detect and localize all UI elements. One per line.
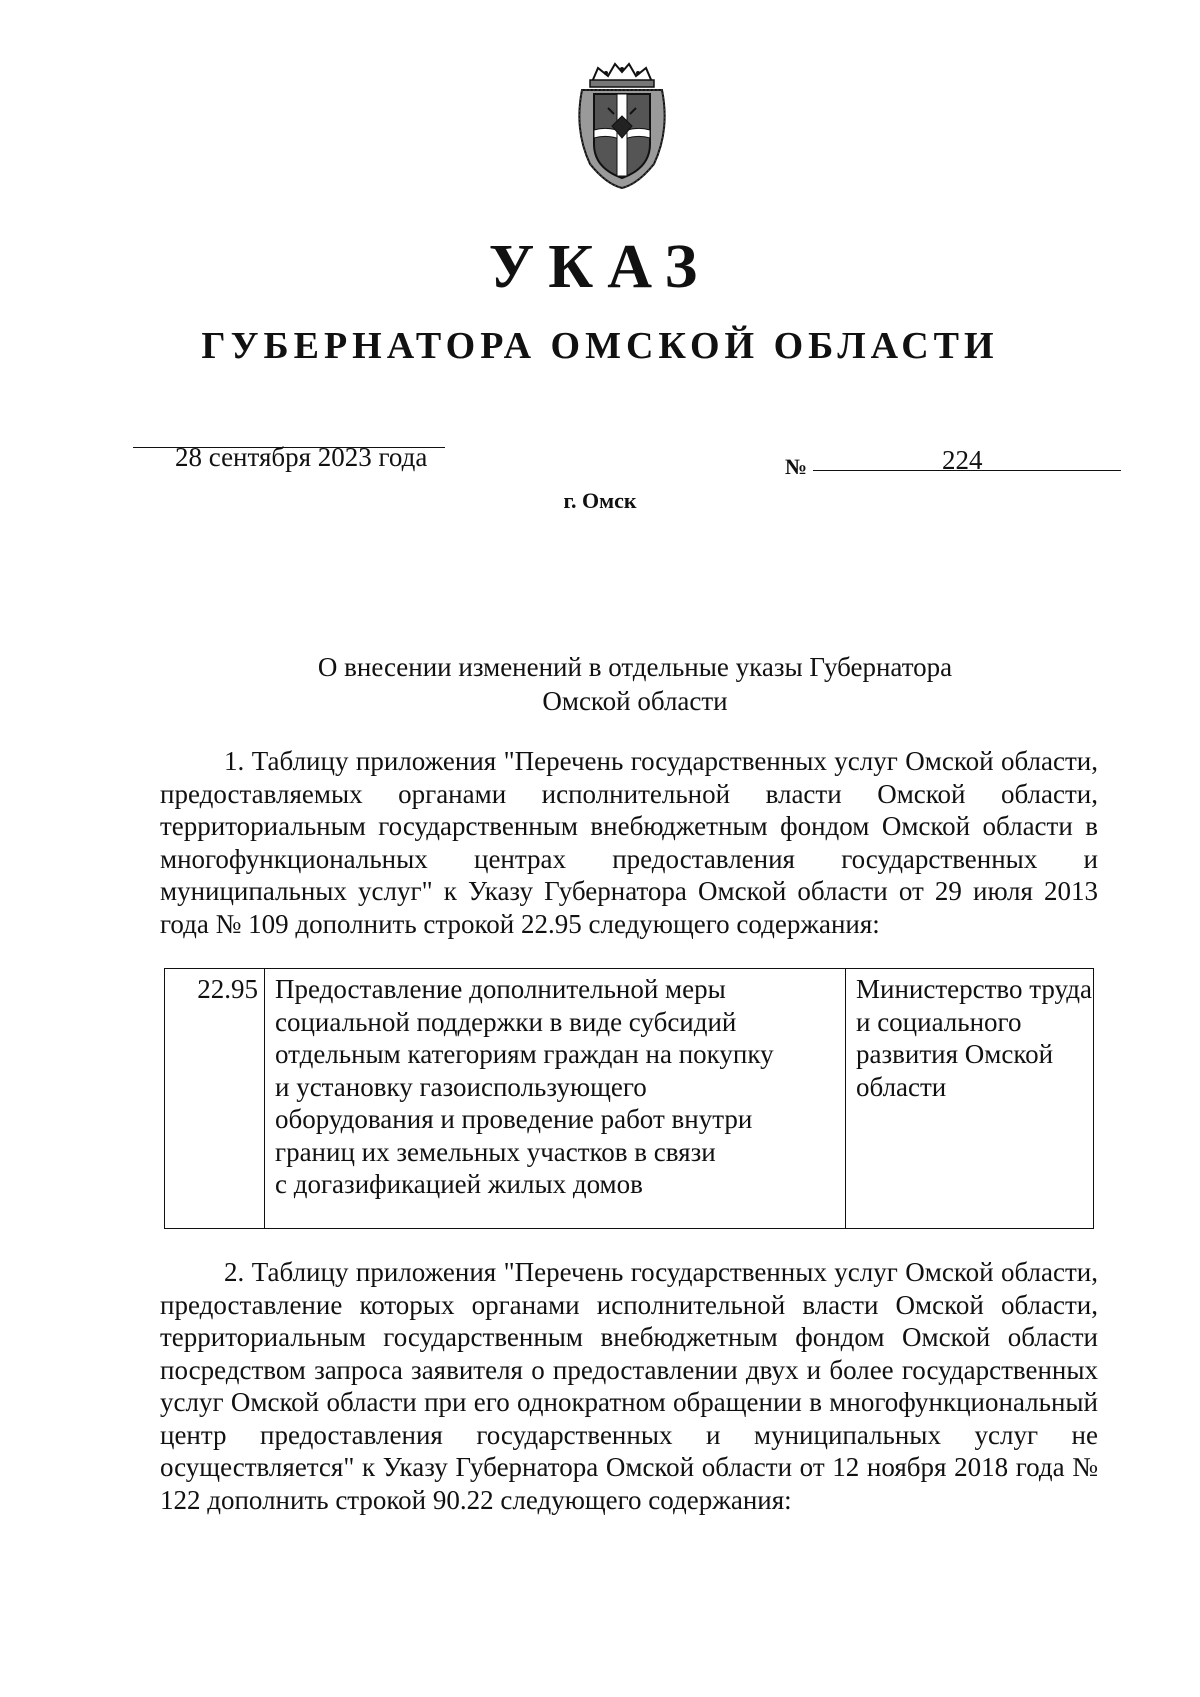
number-sign: № bbox=[785, 454, 808, 479]
authority-line: и социального bbox=[856, 1006, 1022, 1037]
service-line: границ их земельных участков в связи bbox=[275, 1136, 716, 1167]
omsk-region-coat-of-arms-icon bbox=[568, 60, 676, 192]
document-subtitle: ГУБЕРНАТОРА ОМСКОЙ ОБЛАСТИ bbox=[201, 325, 999, 367]
authority-cell bbox=[846, 969, 1094, 1229]
document-number: 224 bbox=[942, 445, 983, 475]
paragraph-1: 1. Таблицу приложения "Перечень государственных услуг Омской области, предоставляемых органами исполнительной власти Омской области, территориальным государственным внебюджетным фондом Омской области в многофункциональных центрах предоставления государственных и муниципальных услуг" к Указу Губернатора Омской области от 29 июля 2013 года № 109 дополнить строкой 22.95 следующего содержания: bbox=[160, 746, 1098, 939]
document-date: 28 сентября 2023 года bbox=[175, 442, 428, 472]
service-line: с догазификацией жилых домов bbox=[275, 1169, 643, 1199]
subject-line-2: Омской области bbox=[542, 686, 728, 716]
paragraph-2: 2. Таблицу приложения "Перечень государственных услуг Омской области, предоставление которых органами исполнительной власти Омской области, территориальным государственным внебюджетным фондом Омской области посредством запроса заявителя о предоставлении двух и более государственных услуг Омской области при его однократном обращении в многофункциональный центр предоставления государственных и муниципальных услуг не осуществляется" к Указу Губернатора Омской области от 12 ноября 2018 года № 122 дополнить строкой 90.22 следующего содержания: bbox=[160, 1257, 1098, 1515]
authority-line: области bbox=[856, 1071, 947, 1102]
document-title: УКАЗ bbox=[488, 233, 712, 301]
service-name-cell bbox=[265, 969, 846, 1229]
inserted-row-table bbox=[164, 968, 1094, 1229]
table-row bbox=[165, 969, 1094, 1229]
authority-line: Министерство труда bbox=[856, 974, 1093, 1004]
service-line: отдельным категориям граждан на покупку bbox=[275, 1039, 774, 1069]
row-number-cell: 22.95 bbox=[165, 969, 265, 1229]
authority-line: развития Омской bbox=[856, 1039, 1054, 1069]
subject-line-1: О внесении изменений в отдельные указы Губернатора bbox=[317, 652, 953, 682]
service-line: оборудования и проведение работ внутри bbox=[275, 1104, 753, 1134]
service-line: социальной поддержки в виде субсидий bbox=[275, 1006, 737, 1037]
service-line: и установку газоиспользующего bbox=[275, 1071, 647, 1102]
document-subject bbox=[0, 650, 1200, 718]
service-line: Предоставление дополнительной меры bbox=[275, 974, 726, 1004]
document-city: г. Омск bbox=[563, 488, 637, 513]
